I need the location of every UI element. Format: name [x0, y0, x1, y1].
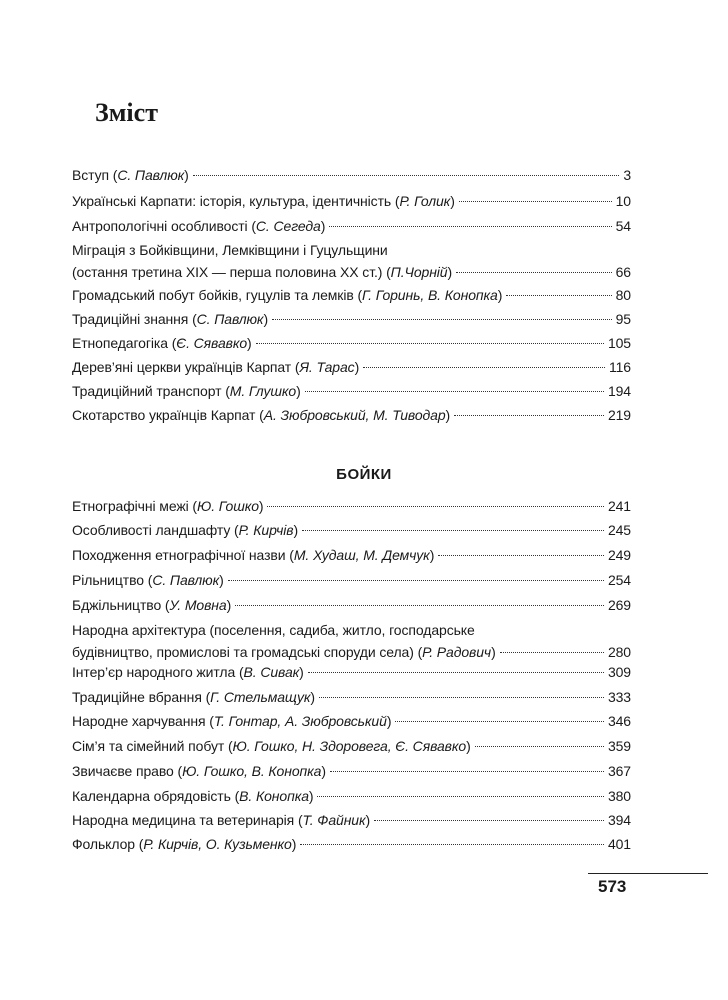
page-number: 309: [607, 664, 631, 680]
page-number: 333: [607, 689, 631, 705]
entry-author: Р. Голик: [399, 193, 451, 209]
toc-entry[interactable]: [72, 833, 631, 855]
entry-author: С. Павлюк: [117, 167, 185, 183]
section-heading: БОЙКИ: [336, 466, 392, 483]
dot-leader: [506, 295, 611, 296]
entry-author: Є. Сявавко: [176, 335, 248, 351]
toc-entry[interactable]: [72, 495, 631, 517]
entry-author: Ю. Гошко: [196, 498, 259, 514]
entry-title: Громадський побут бойків, гуцулів та лемків (Г. Горинь, В. Конопка): [72, 287, 503, 303]
toc-entry[interactable]: [72, 686, 631, 708]
page-number: 116: [608, 359, 631, 375]
dot-leader: [475, 746, 604, 747]
toc-entry[interactable]: [72, 332, 631, 354]
page-number: 245: [607, 522, 631, 538]
entry-title: Скотарство українців Карпат (А. Зюбровський, М. Тиводар): [72, 407, 451, 423]
entry-author: А. Зюбровський, М. Тиводар: [263, 407, 446, 423]
dot-leader: [256, 343, 604, 344]
entry-title: Традиційний транспорт (М. Глушко): [72, 383, 301, 399]
dot-leader: [228, 580, 604, 581]
toc-entry[interactable]: [72, 519, 631, 541]
entry-title: Традиційне вбрання (Г. Стельмащук): [72, 689, 315, 705]
entry-title: Вступ (С. Павлюк): [72, 167, 189, 183]
toc-entry[interactable]: [72, 404, 631, 426]
entry-author: В. Сивак: [243, 664, 300, 680]
dot-leader: [302, 530, 604, 531]
page-number: 80: [615, 287, 631, 303]
page-title: Зміст: [95, 98, 158, 127]
entry-title: Антропологічні особливості (С. Сегеда): [72, 218, 326, 234]
entry-title: Фольклор (Р. Кирчів, О. Кузьменко): [72, 836, 297, 852]
dot-leader: [308, 672, 604, 673]
entry-author: Т. Гонтар, А. Зюбровський: [213, 713, 387, 729]
entry-title-line: Міграція з Бойківщини, Лемківщини і Гуцульщини: [72, 242, 388, 258]
page-number: 359: [607, 738, 631, 754]
dot-leader: [363, 367, 605, 368]
entry-author: Р. Радович: [422, 644, 492, 660]
toc-entry[interactable]: [72, 809, 631, 831]
entry-author: Р. Кирчів: [238, 522, 294, 538]
toc-entry[interactable]: [72, 239, 631, 283]
page-number: 380: [607, 788, 631, 804]
dot-leader: [459, 201, 612, 202]
entry-title: Походження етнографічної назви (М. Худаш, М. Демчук): [72, 547, 435, 563]
toc-entry[interactable]: [72, 594, 631, 616]
entry-title: Особливості ландшафту (Р. Кирчів): [72, 522, 299, 538]
entry-title-line: Народна архітектура (поселення, садиба, житло, господарське: [72, 622, 475, 638]
entry-author: П.Чорній: [390, 264, 448, 280]
entry-title: Традиційні знання (С. Павлюк): [72, 311, 268, 327]
footer-rule: [588, 873, 708, 874]
entry-title: Дерев’яні церкви українців Карпат (Я. Тарас): [72, 359, 360, 375]
page-number: 346: [607, 713, 631, 729]
entry-author: Г. Стельмащук: [210, 689, 311, 705]
dot-leader: [374, 820, 604, 821]
entry-title: Народна медицина та ветеринарія (Т. Файник): [72, 812, 371, 828]
dot-leader: [500, 652, 604, 653]
dot-leader: [329, 226, 611, 227]
entry-title: Етнопедагогіка (Є. Сявавко): [72, 335, 252, 351]
entry-title: Рільництво (С. Павлюк): [72, 572, 224, 588]
entry-title: Календарна обрядовість (В. Конопка): [72, 788, 314, 804]
dot-leader: [454, 415, 604, 416]
toc-entry[interactable]: [72, 661, 631, 683]
toc-entry[interactable]: [72, 356, 631, 378]
dot-leader: [456, 272, 612, 273]
dot-leader: [272, 319, 612, 320]
toc-entry[interactable]: [72, 710, 631, 732]
page-number: 219: [607, 407, 631, 423]
page-number: 241: [607, 498, 631, 514]
toc-entry[interactable]: [72, 284, 631, 306]
page-number: 194: [607, 383, 631, 399]
entry-title: Бджільництво (У. Мовна): [72, 597, 232, 613]
toc-entry[interactable]: [72, 380, 631, 402]
dot-leader: [330, 771, 604, 772]
toc-entry[interactable]: [72, 164, 631, 186]
page-number: 66: [615, 264, 631, 280]
toc-entry[interactable]: [72, 215, 631, 237]
entry-author: С. Сегеда: [255, 218, 321, 234]
toc-entry[interactable]: [72, 569, 631, 591]
entry-title: будівництво, промислові та громадські споруди села) (Р. Радович): [72, 644, 496, 660]
entry-title: Інтер’єр народного житла (В. Сивак): [72, 664, 304, 680]
page-number: 54: [615, 218, 631, 234]
entry-title: Звичаєве право (Ю. Гошко, В. Конопка): [72, 763, 326, 779]
entry-author: Р. Кирчів, О. Кузьменко: [143, 836, 292, 852]
entry-author: М. Глушко: [229, 383, 297, 399]
toc-entry[interactable]: [72, 785, 631, 807]
page-number: 367: [607, 763, 631, 779]
dot-leader: [305, 391, 604, 392]
entry-author: Я. Тарас: [299, 359, 355, 375]
toc-entry[interactable]: [72, 760, 631, 782]
toc-entry[interactable]: [72, 308, 631, 330]
dot-leader: [193, 175, 620, 176]
page-number: 280: [607, 644, 631, 660]
dot-leader: [319, 697, 604, 698]
page-number: 254: [607, 572, 631, 588]
entry-title: Етнографічні межі (Ю. Гошко): [72, 498, 264, 514]
page-number: 401: [607, 836, 631, 852]
page-number: 95: [615, 311, 631, 327]
page-number: 269: [607, 597, 631, 613]
entry-title: (остання третина XIX — перша половина XX ст.) (П.Чорній): [72, 264, 453, 280]
entry-author: С. Павлюк: [196, 311, 264, 327]
toc-entry[interactable]: [72, 735, 631, 757]
entry-author: Т. Файник: [302, 812, 366, 828]
page-number: 249: [607, 547, 631, 563]
entry-author: Г. Горинь, В. Конопка: [362, 287, 498, 303]
page-number: 105: [607, 335, 631, 351]
toc-entry[interactable]: [72, 544, 631, 566]
entry-title: Сім’я та сімейний побут (Ю. Гошко, Н. Здоровега, Є. Сявавко): [72, 738, 471, 754]
page-number: 394: [607, 812, 631, 828]
dot-leader: [317, 796, 603, 797]
entry-author: В. Конопка: [239, 788, 309, 804]
entry-author: Ю. Гошко, В. Конопка: [182, 763, 322, 779]
entry-author: С. Павлюк: [152, 572, 220, 588]
page-number: 10: [615, 193, 631, 209]
entry-title: Народне харчування (Т. Гонтар, А. Зюбровський): [72, 713, 392, 729]
page-number: 3: [623, 167, 631, 183]
toc-entry[interactable]: [72, 619, 631, 663]
entry-author: Ю. Гошко, Н. Здоровега, Є. Сявавко: [232, 738, 467, 754]
entry-title: Українські Карпати: історія, культура, ідентичність (Р. Голик): [72, 193, 455, 209]
entry-author: У. Мовна: [169, 597, 227, 613]
dot-leader: [438, 555, 604, 556]
dot-leader: [300, 844, 604, 845]
entry-author: М. Худаш, М. Демчук: [293, 547, 430, 563]
dot-leader: [395, 721, 604, 722]
dot-leader: [267, 506, 603, 507]
footer-page-number: 573: [598, 877, 627, 896]
toc-entry[interactable]: [72, 190, 631, 212]
dot-leader: [235, 605, 604, 606]
